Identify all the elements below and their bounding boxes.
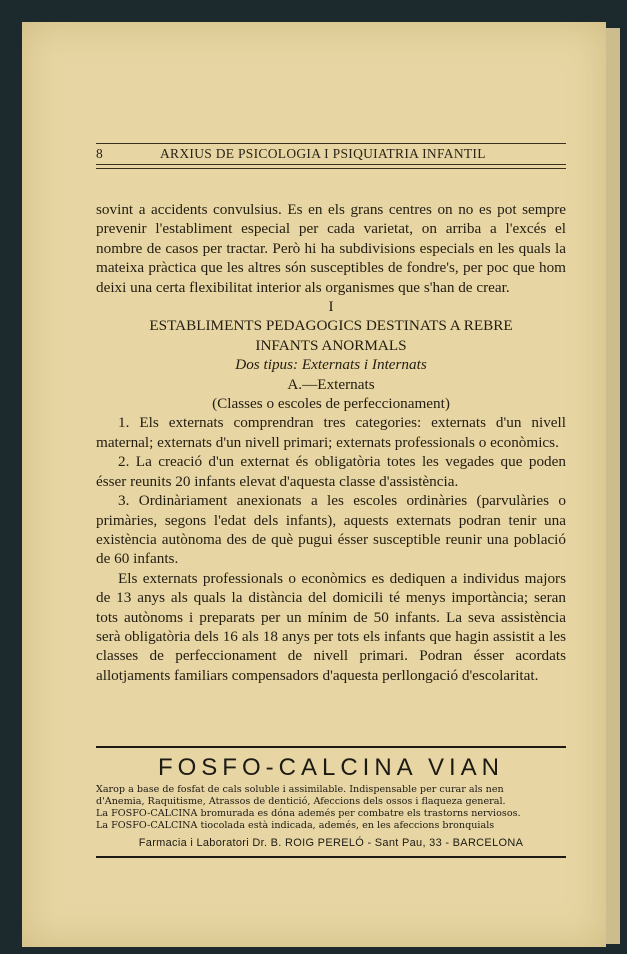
journal-title: ARXIUS DE PSICOLOGIA I PSIQUIATRIA INFANTIL	[160, 146, 486, 161]
section-subtitle: Dos tipus: Externats i Internats	[235, 356, 427, 374]
paragraph-1: 1. Els externats comprendran tres categories: externats d'un nivell maternal; externats d'un nivell primari; externats professionals o econòmics.	[96, 414, 566, 451]
paragraph-2: 2. La creació d'un externat és obligatòria totes les vegades que poden ésser reunits 20 infants elevat d'aquesta classe d'assistència.	[96, 453, 566, 490]
article-body	[96, 200, 566, 685]
header-rule-bottom	[96, 164, 566, 165]
page-number: 8	[96, 146, 104, 161]
ad-footer: Farmacia i Laboratori Dr. B. ROIG PERELÓ - Sant Pau, 33 - BARCELONA	[138, 837, 524, 849]
page-edge	[606, 28, 620, 944]
running-header	[96, 146, 566, 166]
ad-rule-bottom	[96, 856, 566, 858]
section-title-line-2: INFANTS ANORMALS	[255, 336, 407, 354]
paragraph-3: 3. Ordinàriament anexionats a les escoles ordinàries (parvulàries o primàries, segons l'edat dels infants), aquests externats podran tenir una existència autònoma des de què pugui ésser susceptible reunir una població de 60 infants.	[96, 492, 566, 568]
ad-title: FOSFO-CALCINA VIAN	[157, 754, 505, 781]
section-title-line-1: ESTABLIMENTS PEDAGOGICS DESTINATS A REBRE	[149, 317, 513, 335]
paragraph-4: Els externats professionals o econòmics es dediquen a individus majors de 13 anys als quals la distància del domicili té menys importància; seran tots autònoms i preparats per un mínim de 50 infants. La seva assistència serà obligatòria dels 16 als 18 anys per tots els infants que hagin assistit a les classes de perfeccionament de nivell primari. Podran ésser acordats allotjaments familiars compensadors d'aquesta perllongació d'escolaritat.	[96, 569, 566, 684]
advertisement	[96, 746, 566, 862]
header-rule-bottom-thin	[96, 168, 566, 169]
subsection-heading: A.—Externats	[287, 375, 375, 393]
header-rule-top	[96, 143, 566, 144]
ad-line-4: La FOSFO-CALCINA tiocolada està indicada, ademés, en les afeccions bronquials	[96, 820, 495, 831]
ad-line-2: d'Anemia, Raquitisme, Atrassos de dentició, Afeccions dels ossos i flaqueza general.	[96, 796, 506, 807]
section-number: I	[328, 298, 334, 316]
ad-line-3: La FOSFO-CALCINA bromurada es dóna ademés per combatre els trastorns nerviosos.	[96, 808, 521, 819]
ad-line-1: Xarop a base de fosfat de cals soluble i assimilable. Indispensable per curar als nen	[96, 784, 504, 795]
ad-rule-top	[96, 746, 566, 748]
subsection-note: (Classes o escoles de perfeccionament)	[212, 395, 450, 413]
intro-paragraph: sovint a accidents convulsius. Es en els grans centres on no es pot sempre prevenir l'establiment especial per cada varietat, on arriba a l'excés el nombre de casos per tractar. Però hi ha subdivisions especials en les quals la mateixa pràctica que les altres són susceptibles de fondre's, per poc que hom deixi una certa flexibilitat interior als organismes que s'han de crear.	[96, 201, 566, 296]
